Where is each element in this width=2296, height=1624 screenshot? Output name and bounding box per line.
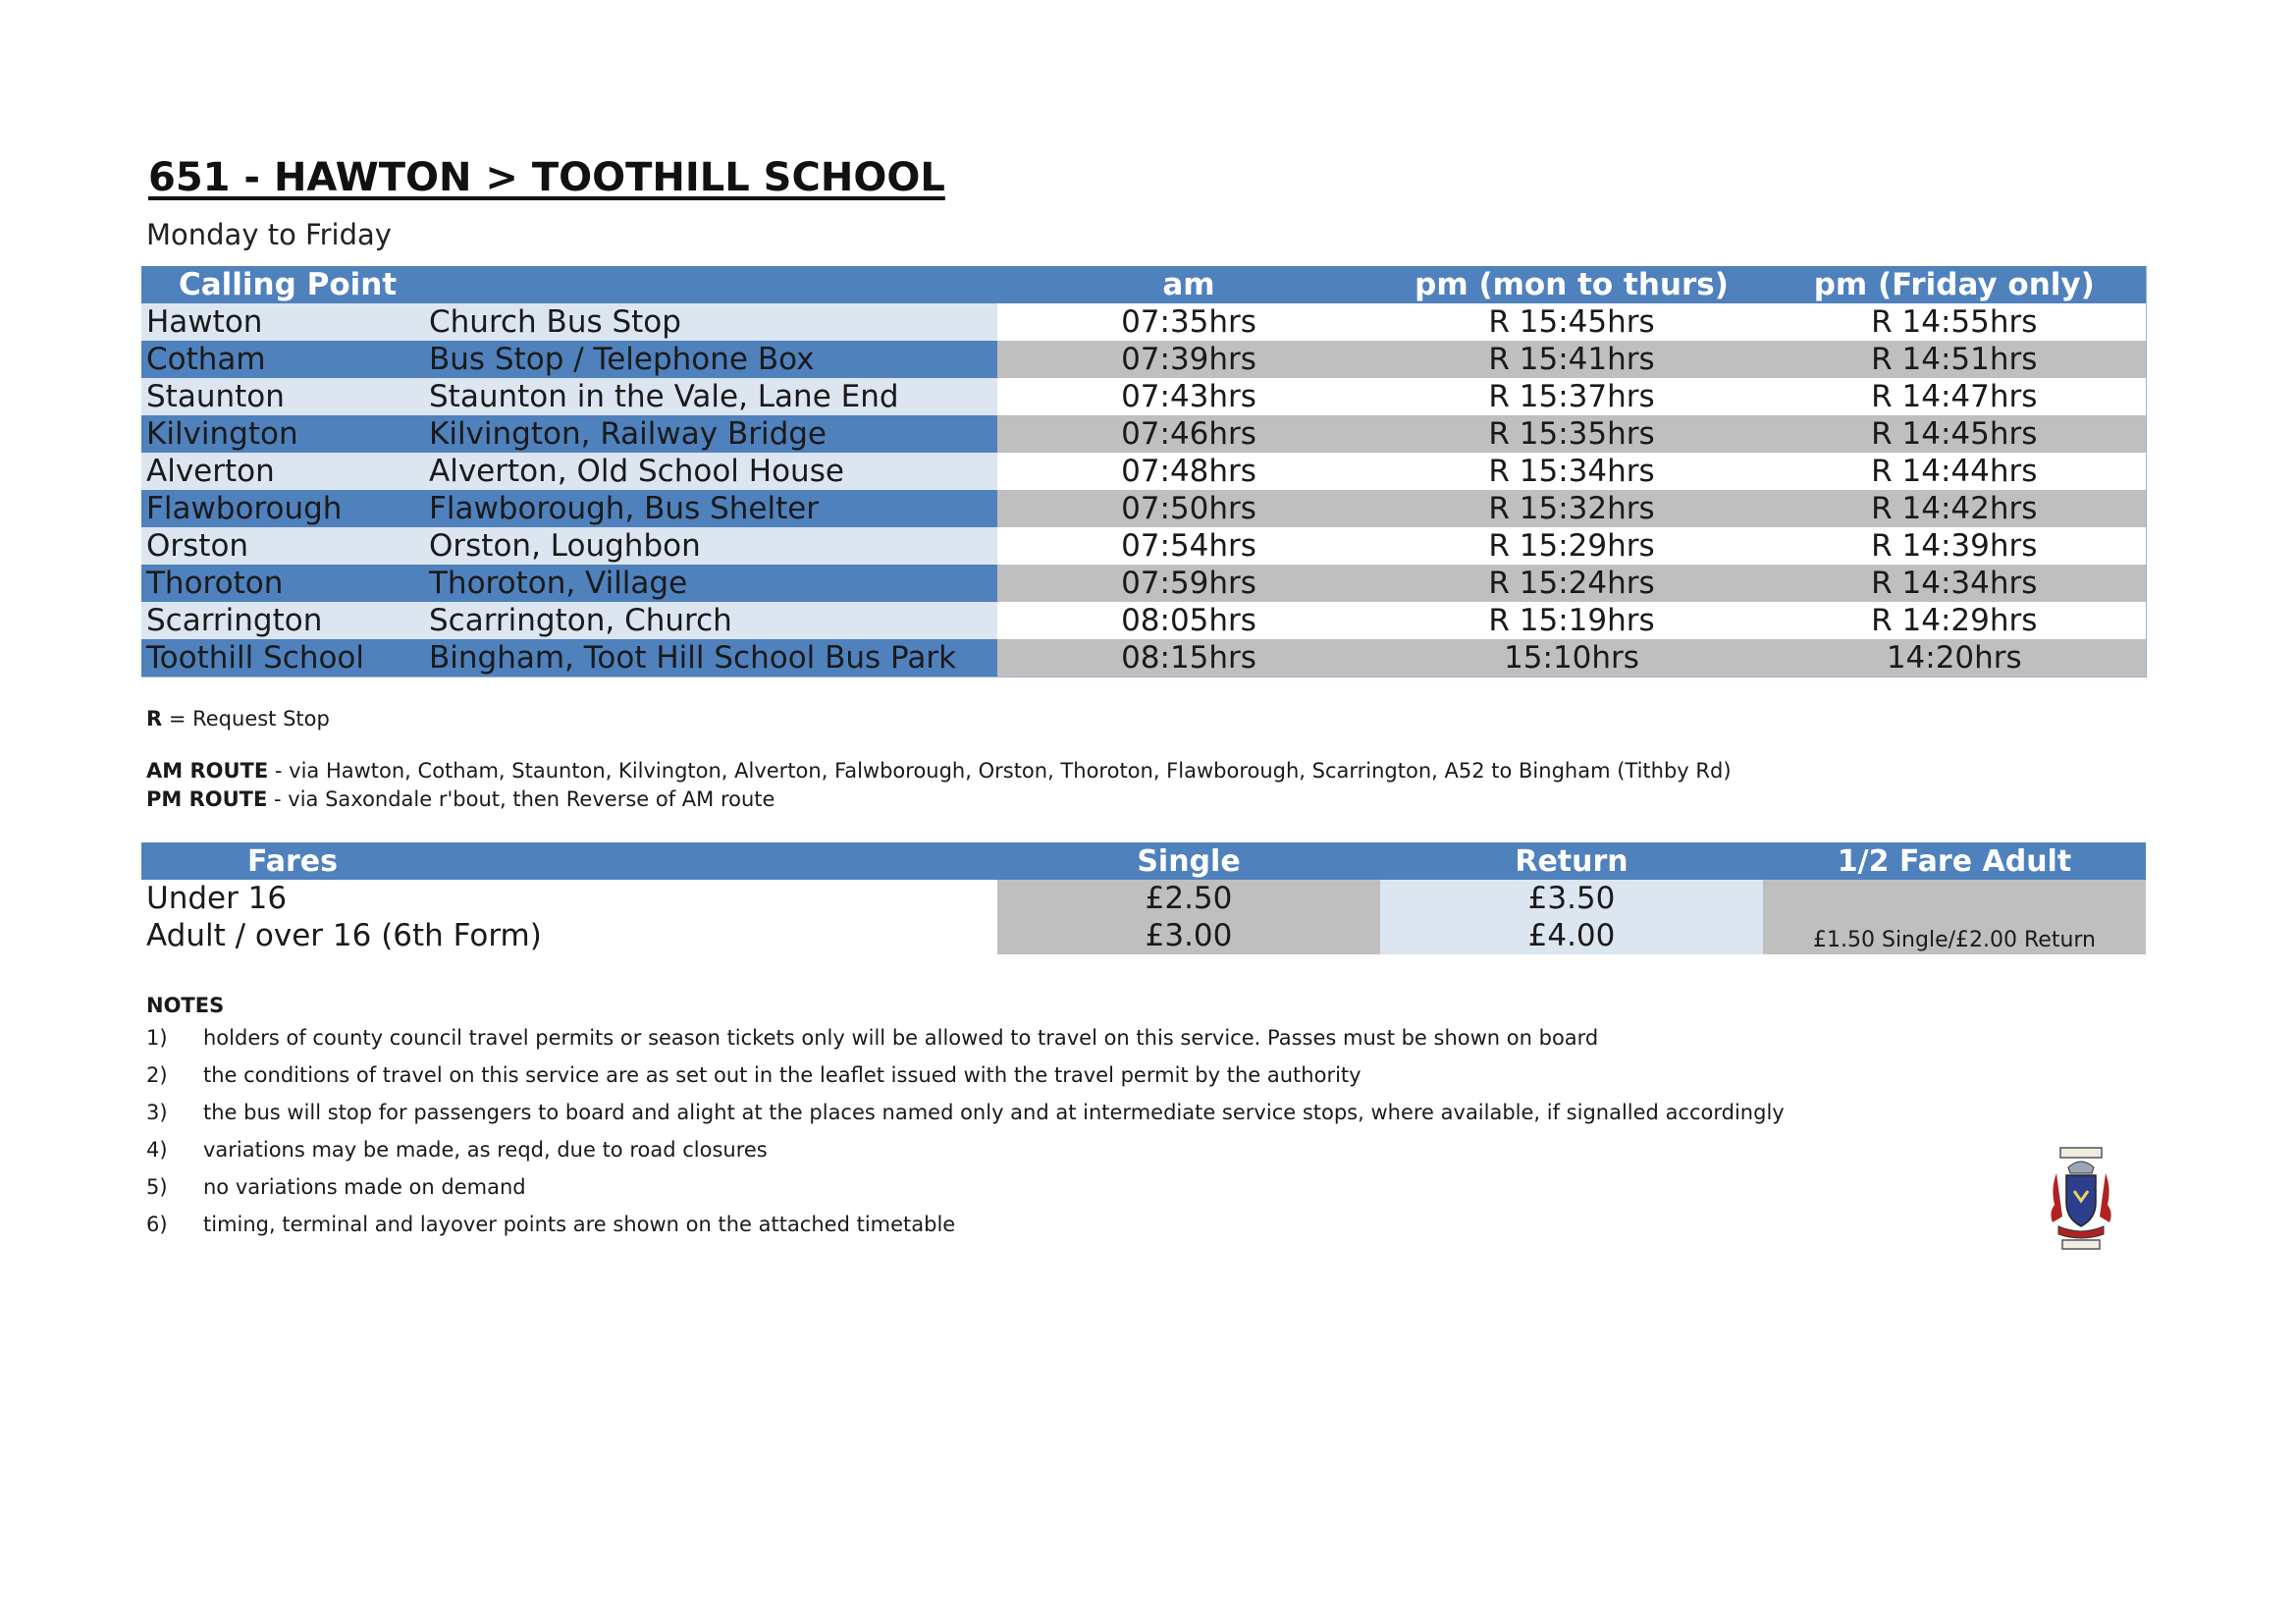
stop-cell: Flawborough, Bus Shelter (429, 490, 997, 527)
header-calling-point: Calling Point (141, 266, 997, 303)
note-item (146, 1101, 1785, 1124)
fare-label: Adult / over 16 (6th Form) (146, 918, 542, 953)
pm-time-cell: R 15:35hrs (1380, 415, 1763, 453)
friday-time-cell: R 14:51hrs (1763, 341, 2146, 378)
stop-cell: Orston, Loughbon (429, 527, 997, 565)
pm-time-cell: R 15:24hrs (1380, 565, 1763, 602)
am-time-cell: 07:59hrs (997, 565, 1380, 602)
friday-time-cell: R 14:34hrs (1763, 565, 2146, 602)
header-return: Return (1380, 842, 1763, 880)
note-number: 6) (146, 1213, 168, 1236)
town-cell: Thoroton (141, 565, 429, 602)
town-cell: Staunton (141, 378, 429, 415)
am-time-cell: 07:43hrs (997, 378, 1380, 415)
half-fare-note: £1.50 Single/£2.00 Return (1763, 880, 2146, 954)
stop-cell: Scarrington, Church (429, 602, 997, 639)
note-item (146, 1138, 768, 1162)
table-row (141, 303, 2146, 341)
note-item (146, 1175, 526, 1199)
note-number: 2) (146, 1063, 168, 1087)
table-row (141, 639, 2146, 677)
header-pm-friday: pm (Friday only) (1763, 266, 2146, 303)
town-cell: Flawborough (141, 490, 429, 527)
town-cell: Hawton (141, 303, 429, 341)
table-row (141, 602, 2146, 639)
header-half-fare: 1/2 Fare Adult (1763, 842, 2146, 880)
am-time-cell: 07:50hrs (997, 490, 1380, 527)
note-text: holders of county council travel permits or season tickets only will be allowed to travel on this service. Passes must be shown on board (203, 1026, 1599, 1050)
note-item (146, 1063, 1362, 1087)
am-time-cell: 07:46hrs (997, 415, 1380, 453)
single-fare: £3.00 (997, 917, 1380, 954)
town-cell: Toothill School (141, 639, 429, 677)
legend-text: = Request Stop (162, 707, 330, 731)
friday-time-cell: R 14:55hrs (1763, 303, 2146, 341)
stop-cell: Bus Stop / Telephone Box (429, 341, 997, 378)
table-row (141, 378, 2146, 415)
friday-time-cell: R 14:45hrs (1763, 415, 2146, 453)
pm-time-cell: R 15:37hrs (1380, 378, 1763, 415)
am-time-cell: 07:35hrs (997, 303, 1380, 341)
header-single: Single (997, 842, 1380, 880)
stop-cell: Alverton, Old School House (429, 453, 997, 490)
stop-cell: Staunton in the Vale, Lane End (429, 378, 997, 415)
fare-label: Under 16 (146, 881, 288, 916)
note-text: no variations made on demand (203, 1175, 526, 1199)
friday-time-cell: 14:20hrs (1763, 639, 2146, 677)
table-row (141, 453, 2146, 490)
note-number: 5) (146, 1175, 168, 1199)
friday-time-cell: R 14:44hrs (1763, 453, 2146, 490)
am-time-cell: 08:15hrs (997, 639, 1380, 677)
am-route-label: AM ROUTE (146, 759, 269, 783)
page-subtitle: Monday to Friday (146, 218, 392, 251)
fares-table (141, 842, 2146, 954)
am-time-cell: 07:39hrs (997, 341, 1380, 378)
am-route (146, 759, 1732, 783)
pm-time-cell: R 15:29hrs (1380, 527, 1763, 565)
town-cell: Alverton (141, 453, 429, 490)
table-row (141, 527, 2146, 565)
return-fare: £3.50 (1380, 880, 1763, 917)
fares-header-row (141, 842, 2146, 880)
note-number: 4) (146, 1138, 168, 1162)
header-am: am (997, 266, 1380, 303)
town-cell: Orston (141, 527, 429, 565)
pm-route-label: PM ROUTE (146, 787, 268, 811)
header-fares: Fares (141, 842, 997, 880)
town-cell: Kilvington (141, 415, 429, 453)
am-route-text: - via Hawton, Cotham, Staunton, Kilvington, Alverton, Falwborough, Orston, Thoroton, Flawborough, Scarrington, A52 to Bingham (Tithby Rd) (268, 759, 1732, 783)
table-row (141, 341, 2146, 378)
pm-route (146, 787, 774, 811)
pm-time-cell: R 15:19hrs (1380, 602, 1763, 639)
town-cell: Cotham (141, 341, 429, 378)
pm-time-cell: R 15:41hrs (1380, 341, 1763, 378)
friday-time-cell: R 14:39hrs (1763, 527, 2146, 565)
timetable (141, 266, 2147, 677)
pm-route-text: - via Saxondale r'bout, then Reverse of AM route (267, 787, 775, 811)
note-text: variations may be made, as reqd, due to road closures (203, 1138, 768, 1162)
stop-cell: Kilvington, Railway Bridge (429, 415, 997, 453)
pm-time-cell: R 15:32hrs (1380, 490, 1763, 527)
school-crest-icon (2047, 1144, 2115, 1254)
note-text: timing, terminal and layover points are shown on the attached timetable (203, 1213, 956, 1236)
town-cell: Scarrington (141, 602, 429, 639)
stop-cell: Bingham, Toot Hill School Bus Park (429, 639, 997, 677)
note-number: 1) (146, 1026, 168, 1050)
am-time-cell: 07:48hrs (997, 453, 1380, 490)
fare-row (141, 880, 2146, 917)
legend-key: R (146, 707, 163, 731)
table-row (141, 415, 2146, 453)
friday-time-cell: R 14:29hrs (1763, 602, 2146, 639)
note-item (146, 1213, 955, 1236)
am-time-cell: 08:05hrs (997, 602, 1380, 639)
request-stop-legend (146, 707, 330, 731)
header-pm-mon-thurs: pm (mon to thurs) (1380, 266, 1763, 303)
single-fare: £2.50 (997, 880, 1380, 917)
friday-time-cell: R 14:42hrs (1763, 490, 2146, 527)
return-fare: £4.00 (1380, 917, 1763, 954)
note-text: the conditions of travel on this service are as set out in the leaflet issued with the travel permit by the authority (203, 1063, 1362, 1087)
friday-time-cell: R 14:47hrs (1763, 378, 2146, 415)
pm-time-cell: R 15:45hrs (1380, 303, 1763, 341)
page-title: 651 - HAWTON > TOOTHILL SCHOOL (148, 155, 945, 200)
note-number: 3) (146, 1101, 168, 1124)
note-item (146, 1026, 1598, 1050)
table-row (141, 490, 2146, 527)
timetable-header-row (141, 266, 2146, 303)
notes-title: NOTES (146, 994, 225, 1017)
note-text: the bus will stop for passengers to board and alight at the places named only and at intermediate service stops, where available, if signalled accordingly (203, 1101, 1785, 1124)
pm-time-cell: R 15:34hrs (1380, 453, 1763, 490)
am-time-cell: 07:54hrs (997, 527, 1380, 565)
pm-time-cell: 15:10hrs (1380, 639, 1763, 677)
stop-cell: Thoroton, Village (429, 565, 997, 602)
table-row (141, 565, 2146, 602)
stop-cell: Church Bus Stop (429, 303, 997, 341)
